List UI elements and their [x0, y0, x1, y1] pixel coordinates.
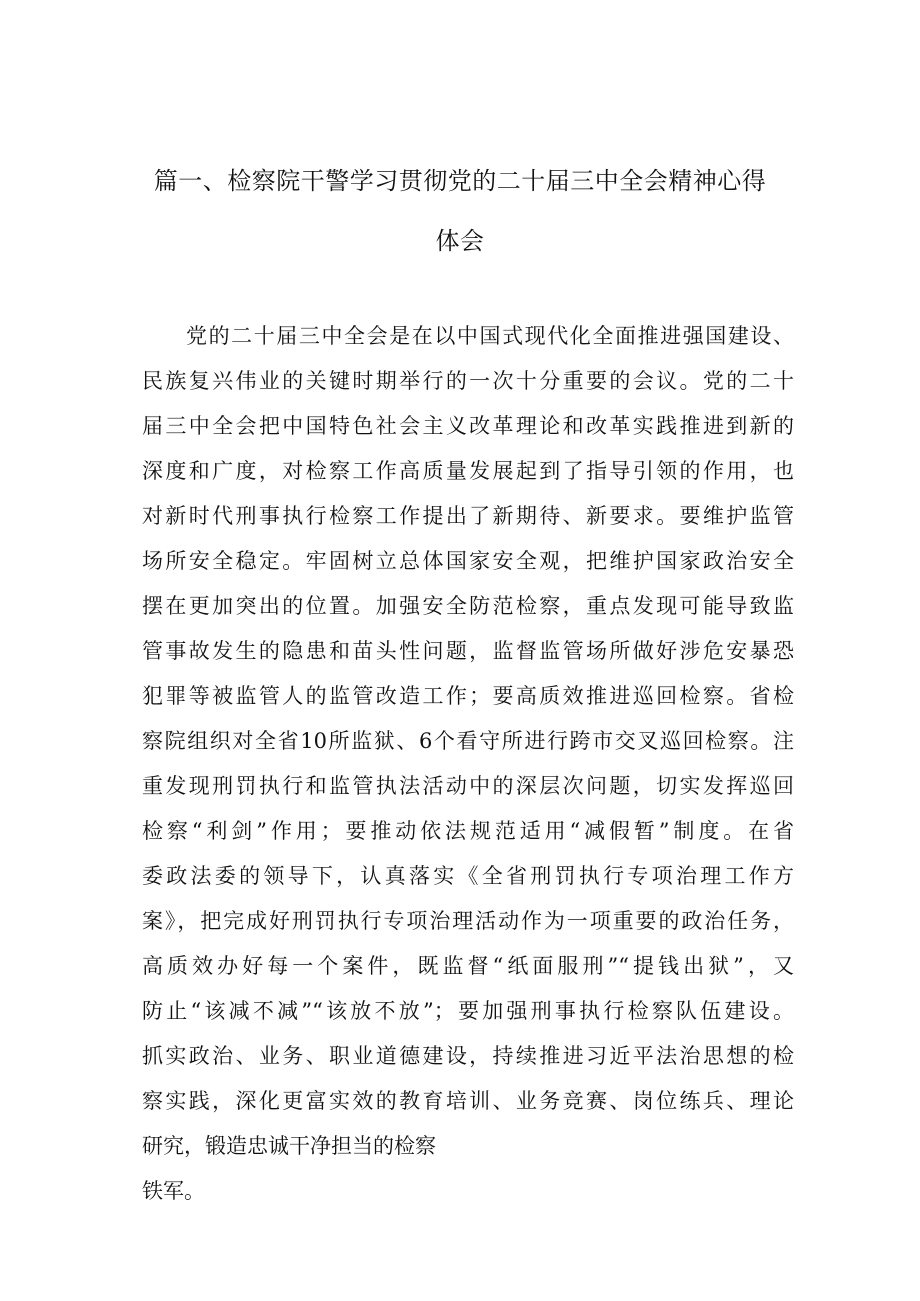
body-line: 察实践，深化更富实效的教育培训、业务竞赛、岗位练兵、理论 [142, 1089, 794, 1113]
body-line: 摆在更加突出的位置。加强安全防范检察，重点发现可能导致监 [142, 594, 794, 618]
document-title-line-2: 体会 [435, 227, 485, 255]
body-line: 场所安全稳定。牢固树立总体国家安全观，把维护国家政治安全 [142, 549, 794, 573]
body-line: 察院组织对全省10所监狱、6个看守所进行跨市交叉巡回检察。注 [142, 729, 794, 753]
body-line: 重发现刑罚执行和监管执法活动中的深层次问题，切实发挥巡回 [142, 774, 794, 798]
body-line: 防止“该减不减”“该放不放”；要加强刑事执行检察队伍建设。 [142, 999, 794, 1023]
body-line: 案》，把完成好刑罚执行专项治理活动作为一项重要的政治任务， [142, 909, 794, 933]
body-line: 深度和广度，对检察工作高质量发展起到了指导引领的作用，也 [142, 459, 794, 483]
body-line: 检察“利剑”作用；要推动依法规范适用“减假暂”制度。在省 [142, 819, 794, 843]
document-title-line-1: 篇一、检察院干警学习贯彻党的二十届三中全会精神心得 [153, 167, 767, 195]
body-line: 民族复兴伟业的关键时期举行的一次十分重要的会议。党的二十 [142, 369, 794, 393]
body-line: 犯罪等被监管人的监管改造工作；要高质效推进巡回检察。省检 [142, 684, 794, 708]
body-line: 抓实政治、业务、职业道德建设，持续推进习近平法治思想的检 [142, 1044, 794, 1068]
body-line: 高质效办好每一个案件，既监督“纸面服刑”“提钱出狱”，又 [142, 954, 794, 978]
body-line: 届三中全会把中国特色社会主义改革理论和改革实践推进到新的 [142, 414, 794, 438]
body-line: 管事故发生的隐患和苗头性问题，监督监管场所做好涉危安暴恐 [142, 639, 794, 663]
body-line: 对新时代刑事执行检察工作提出了新期待、新要求。要维护监管 [142, 504, 794, 528]
body-line: 委政法委的领导下，认真落实《全省刑罚执行专项治理工作方 [142, 864, 794, 888]
body-line: 铁军。 [142, 1179, 205, 1203]
body-line: 党的二十届三中全会是在以中国式现代化全面推进强国建设、 [186, 324, 794, 348]
body-line: 研究，锻造忠诚干净担当的检察 [142, 1134, 436, 1158]
